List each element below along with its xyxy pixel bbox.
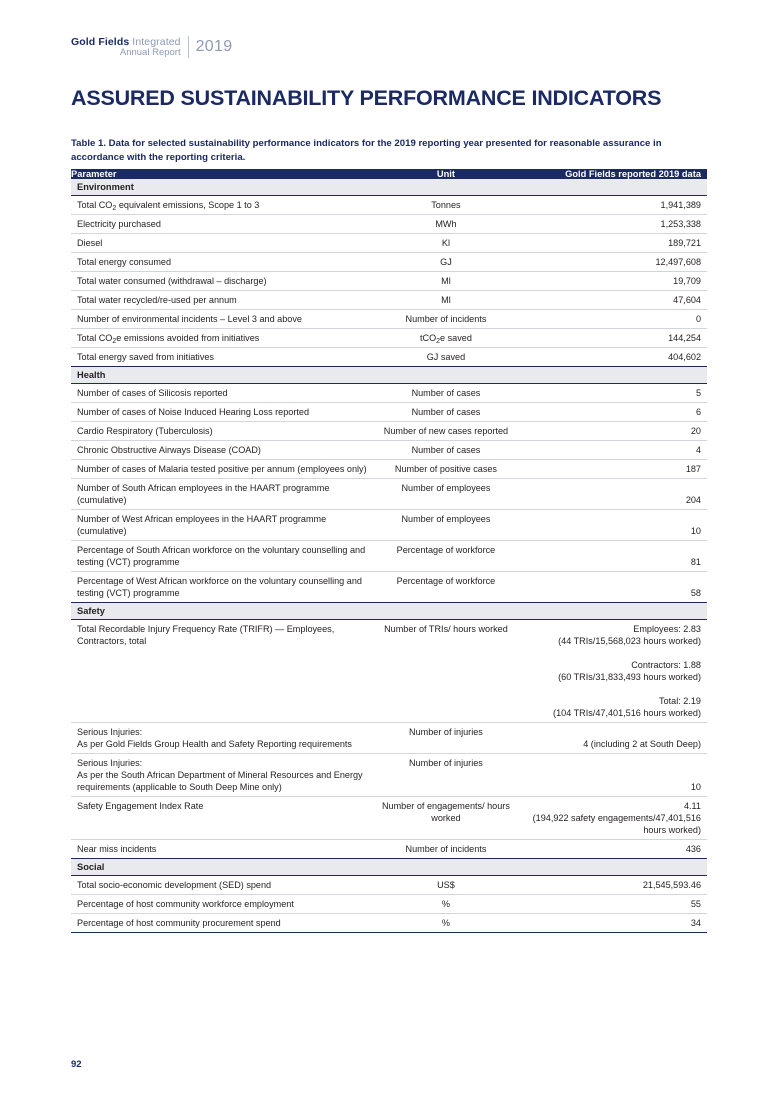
table-row [71,291,707,310]
table-header [71,169,707,179]
table-section-label: Health [71,367,707,384]
cell-value: 144,254 [519,329,707,348]
sustainability-indicators-table [71,169,707,933]
cell-value: 10 [519,754,707,797]
cell-unit: Number of employees [373,510,520,541]
cell-value: Employees: 2.83 (44 TRIs/15,568,023 hours worked) Contractors: 1.88 (60 TRIs/31,833,493 hours worked) Total: 2.19 (104 TRIs/47,401,516 hours worked) [519,620,707,723]
cell-unit: GJ [373,253,520,272]
cell-value: 4.11 (194,922 safety engagements/47,401,516 hours worked) [519,797,707,840]
cell-unit: Number of cases [373,384,520,403]
cell-unit: % [373,895,520,914]
table-section-row [71,179,707,196]
cell-parameter: Number of environmental incidents – Level 3 and above [71,310,373,329]
cell-unit: Number of new cases reported [373,422,520,441]
cell-unit: Number of cases [373,441,520,460]
cell-parameter: Number of South African employees in the HAART programme (cumulative) [71,479,373,510]
cell-value: 204 [519,479,707,510]
cell-value: 5 [519,384,707,403]
cell-unit: Percentage of workforce [373,572,520,603]
cell-parameter: Number of West African employees in the HAART programme (cumulative) [71,510,373,541]
cell-parameter: Percentage of West African workforce on the voluntary counselling and testing (VCT) programme [71,572,373,603]
cell-value: 12,497,608 [519,253,707,272]
cell-unit: GJ saved [373,348,520,367]
table-header-row [71,169,707,179]
table-caption: Table 1. Data for selected sustainability performance indicators for the 2019 reporting year presented for reasonable assurance in accordance with the reporting criteria. [71,138,662,163]
cell-value: 81 [519,541,707,572]
cell-parameter: Serious Injuries: As per Gold Fields Group Health and Safety Reporting requirements [71,723,373,754]
table-row [71,384,707,403]
cell-unit: Ml [373,272,520,291]
table-body [71,179,707,933]
cell-parameter: Diesel [71,234,373,253]
logo-year: 2019 [195,38,233,55]
cell-parameter: Serious Injuries: As per the South African Department of Mineral Resources and Energy requirements (applicable to South Deep Mine only) [71,754,373,797]
table-row [71,541,707,572]
cell-value: 4 (including 2 at South Deep) [519,723,707,754]
cell-parameter: Number of cases of Silicosis reported [71,384,373,403]
table-row [71,272,707,291]
cell-value: 189,721 [519,234,707,253]
table-row [71,441,707,460]
cell-value: 55 [519,895,707,914]
cell-unit: Number of incidents [373,310,520,329]
cell-unit: Percentage of workforce [373,541,520,572]
cell-parameter: Total water recycled/re-used per annum [71,291,373,310]
cell-parameter: Total $CO_2e$ emissions avoided from initiatives [71,329,373,348]
logo-report-word: Integrated [129,35,181,48]
cell-value: 6 [519,403,707,422]
cell-value: 21,545,593.46 [519,876,707,895]
column-header-parameter: Parameter [71,169,373,179]
table-row [71,876,707,895]
cell-parameter: Number of cases of Malaria tested positive per annum (employees only) [71,460,373,479]
cell-value: 1,253,338 [519,215,707,234]
table-row [71,215,707,234]
cell-parameter: Total $CO_2$ equivalent emissions, Scope 1 to 3 [71,196,373,215]
table-row [71,479,707,510]
column-header-value: Gold Fields reported 2019 data [519,169,707,179]
cell-value: 1,941,389 [519,196,707,215]
cell-value: 404,602 [519,348,707,367]
table-row [71,403,707,422]
cell-parameter: Safety Engagement Index Rate [71,797,373,840]
table-section-row [71,367,707,384]
logo-line-2: Annual Report [119,46,181,58]
cell-unit: % [373,914,520,933]
table-section-row [71,859,707,876]
logo-text [71,37,181,58]
cell-parameter: Electricity purchased [71,215,373,234]
table-row [71,895,707,914]
report-logo [71,34,232,60]
cell-parameter: Percentage of host community procurement spend [71,914,373,933]
cell-value: 187 [519,460,707,479]
cell-value: 0 [519,310,707,329]
cell-value: 436 [519,840,707,859]
table-row [71,329,707,348]
table-row [71,840,707,859]
table-row [71,797,707,840]
cell-value: 47,604 [519,291,707,310]
logo-divider [188,36,189,58]
cell-unit: Number of employees [373,479,520,510]
cell-value: 19,709 [519,272,707,291]
cell-parameter: Cardio Respiratory (Tuberculosis) [71,422,373,441]
cell-parameter: Number of cases of Noise Induced Hearing Loss reported [71,403,373,422]
cell-parameter: Near miss incidents [71,840,373,859]
table-row [71,914,707,933]
cell-parameter: Chronic Obstructive Airways Disease (COAD) [71,441,373,460]
cell-unit: Number of incidents [373,840,520,859]
cell-unit: US$ [373,876,520,895]
table-row [71,754,707,797]
table-section-label: Social [71,859,707,876]
logo-company-name: Gold Fields [71,35,130,48]
cell-parameter: Percentage of host community workforce employment [71,895,373,914]
cell-value: 20 [519,422,707,441]
table-row [71,196,707,215]
cell-unit: tCO$_2$e saved [373,329,520,348]
cell-parameter: Total water consumed (withdrawal – discharge) [71,272,373,291]
cell-unit: Ml [373,291,520,310]
table-row [71,310,707,329]
table-row [71,572,707,603]
table-row [71,620,707,723]
cell-unit: Tonnes [373,196,520,215]
cell-unit: Kl [373,234,520,253]
cell-unit: Number of TRIs/ hours worked [373,620,520,723]
cell-unit: Number of positive cases [373,460,520,479]
cell-parameter: Total socio-economic development (SED) spend [71,876,373,895]
table-row [71,253,707,272]
table-row [71,460,707,479]
cell-unit: MWh [373,215,520,234]
page-title: ASSURED SUSTAINABILITY PERFORMANCE INDICATORS [71,86,662,110]
cell-parameter: Total energy consumed [71,253,373,272]
table-section-label: Safety [71,603,707,620]
cell-unit: Number of injuries [373,723,520,754]
table-section-label: Environment [71,179,707,196]
cell-value: 34 [519,914,707,933]
logo-line-1 [71,37,181,48]
cell-unit: Number of injuries [373,754,520,797]
table-row [71,723,707,754]
table-section-row [71,603,707,620]
table-row [71,234,707,253]
cell-value: 10 [519,510,707,541]
page-number: 92 [71,1059,82,1070]
cell-unit: Number of engagements/ hours worked [373,797,520,840]
column-header-unit: Unit [373,169,520,179]
cell-parameter: Percentage of South African workforce on the voluntary counselling and testing (VCT) programme [71,541,373,572]
cell-parameter: Total Recordable Injury Frequency Rate (TRIFR) — Employees, Contractors, total [71,620,373,723]
table-row [71,510,707,541]
cell-value: 58 [519,572,707,603]
cell-unit: Number of cases [373,403,520,422]
cell-value: 4 [519,441,707,460]
table-row [71,348,707,367]
table-row [71,422,707,441]
cell-parameter: Total energy saved from initiatives [71,348,373,367]
